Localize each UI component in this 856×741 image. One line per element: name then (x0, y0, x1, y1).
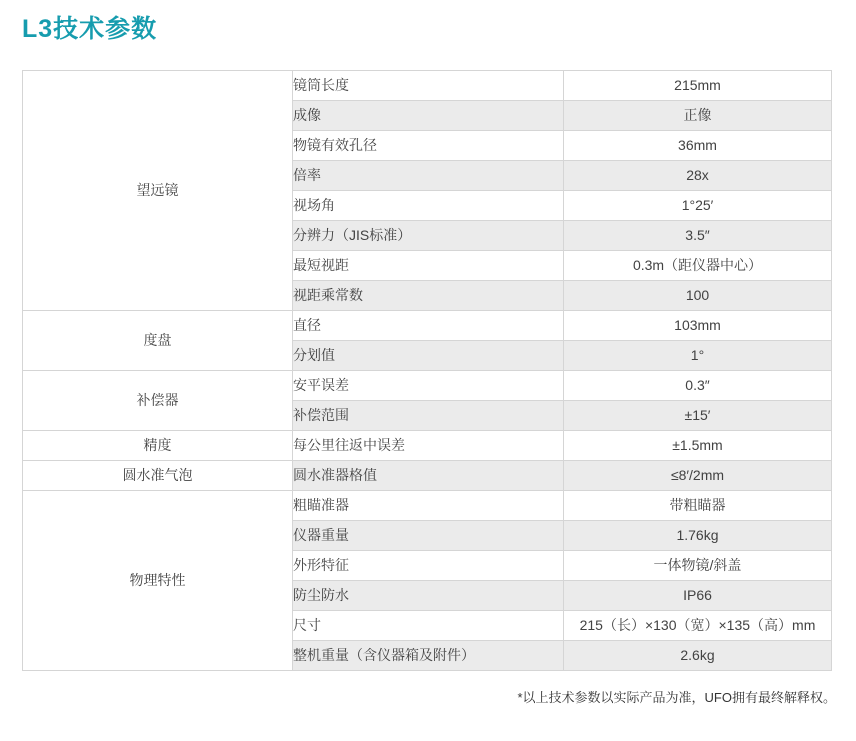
category-cell-circle: 度盘 (23, 311, 293, 371)
param-cell: 视场角 (293, 191, 564, 221)
value-cell: 215（长）×130（宽）×135（高）mm (564, 611, 832, 641)
param-cell: 补偿范围 (293, 401, 564, 431)
table-row (23, 311, 832, 341)
value-cell: 带粗瞄器 (564, 491, 832, 521)
category-cell-physical: 物理特性 (23, 491, 293, 671)
param-cell: 最短视距 (293, 251, 564, 281)
value-cell: ≤8′/2mm (564, 461, 832, 491)
param-cell: 整机重量（含仪器箱及附件） (293, 641, 564, 671)
category-cell-circular-level: 圆水准气泡 (23, 461, 293, 491)
param-cell: 分划值 (293, 341, 564, 371)
param-cell: 尺寸 (293, 611, 564, 641)
table-row (23, 461, 832, 491)
param-cell: 分辨力（JIS标准） (293, 221, 564, 251)
table-row (23, 431, 832, 461)
value-cell: 0.3″ (564, 371, 832, 401)
category-cell-accuracy: 精度 (23, 431, 293, 461)
param-cell: 仪器重量 (293, 521, 564, 551)
page-title: L3技术参数 (22, 15, 158, 43)
value-cell: 103mm (564, 311, 832, 341)
value-cell: ±1.5mm (564, 431, 832, 461)
param-cell: 安平误差 (293, 371, 564, 401)
value-cell: 1.76kg (564, 521, 832, 551)
category-cell-telescope: 望远镜 (23, 71, 293, 311)
value-cell: 正像 (564, 101, 832, 131)
value-cell: 36mm (564, 131, 832, 161)
param-cell: 视距乘常数 (293, 281, 564, 311)
param-cell: 成像 (293, 101, 564, 131)
value-cell: ±15′ (564, 401, 832, 431)
param-cell: 直径 (293, 311, 564, 341)
table-row (23, 371, 832, 401)
value-cell: 2.6kg (564, 641, 832, 671)
param-cell: 镜筒长度 (293, 71, 564, 101)
footnote: *以上技术参数以实际产品为准，UFO拥有最终解释权。 (517, 690, 836, 705)
param-cell: 防尘防水 (293, 581, 564, 611)
spec-table (22, 70, 832, 671)
table-row (23, 71, 832, 101)
value-cell: IP66 (564, 581, 832, 611)
value-cell: 3.5″ (564, 221, 832, 251)
param-cell: 每公里往返中误差 (293, 431, 564, 461)
value-cell: 0.3m（距仪器中心） (564, 251, 832, 281)
param-cell: 外形特征 (293, 551, 564, 581)
param-cell: 粗瞄准器 (293, 491, 564, 521)
value-cell: 215mm (564, 71, 832, 101)
value-cell: 100 (564, 281, 832, 311)
value-cell: 1° (564, 341, 832, 371)
table-row (23, 491, 832, 521)
param-cell: 圆水准器格值 (293, 461, 564, 491)
category-cell-compensator: 补偿器 (23, 371, 293, 431)
param-cell: 物镜有效孔径 (293, 131, 564, 161)
value-cell: 28x (564, 161, 832, 191)
value-cell: 一体物镜/斜盖 (564, 551, 832, 581)
param-cell: 倍率 (293, 161, 564, 191)
value-cell: 1°25′ (564, 191, 832, 221)
